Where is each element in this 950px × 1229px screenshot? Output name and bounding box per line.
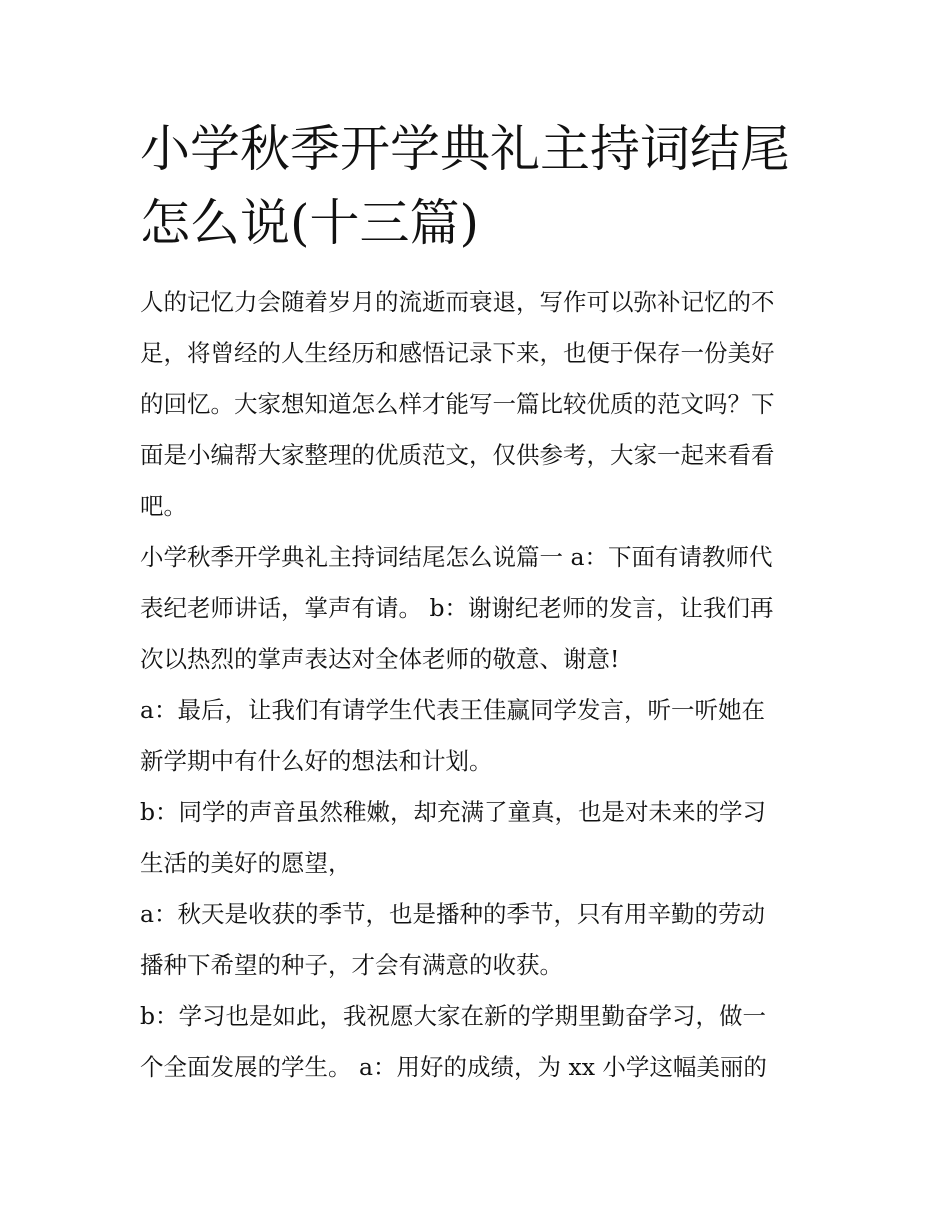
text-line: 面是小编帮大家整理的优质范文，仅供参考，大家一起来看看: [140, 441, 775, 469]
text-line: 表纪老师讲话，掌声有请。 b：谢谢纪老师的发言，让我们再: [140, 594, 774, 622]
dialogue-paragraph: [140, 787, 815, 889]
text-line: 新学期中有什么好的想法和计划。: [140, 747, 493, 775]
text-line: 次以热烈的掌声表达对全体老师的敬意、谢意!: [140, 645, 620, 673]
text-line: 生活的美好的愿望，: [140, 849, 352, 877]
text-line: a：秋天是收获的季节，也是播种的季节，只有用辛勤的劳动: [140, 900, 766, 928]
section-one-paragraph: [140, 532, 815, 685]
intro-paragraph: [140, 277, 815, 532]
document-title: [140, 112, 815, 260]
title-line-2: 怎么说(十三篇): [140, 194, 480, 252]
text-line: 人的记忆力会随着岁月的流逝而衰退，写作可以弥补记忆的不: [140, 288, 775, 316]
text-line: 吧。: [140, 492, 187, 520]
text-line: 的回忆。大家想知道怎么样才能写一篇比较优质的范文吗？下: [140, 390, 775, 418]
dialogue-paragraph: [140, 991, 815, 1093]
title-line-1: 小学秋季开学典礼主持词结尾: [140, 120, 790, 178]
text-line: 小学秋季开学典礼主持词结尾怎么说篇一 a：下面有请教师代: [140, 543, 773, 571]
text-line: a：最后，让我们有请学生代表王佳赢同学发言，听一听她在: [140, 696, 766, 724]
document-body: [140, 277, 815, 1093]
dialogue-paragraph: [140, 685, 815, 787]
text-line: 足，将曾经的人生经历和感悟记录下来，也便于保存一份美好: [140, 339, 775, 367]
text-line: b：同学的声音虽然稚嫩，却充满了童真，也是对未来的学习: [140, 798, 767, 826]
text-line: 个全面发展的学生。 a：用好的成绩，为 xx 小学这幅美丽的: [140, 1053, 767, 1081]
dialogue-paragraph: [140, 889, 815, 991]
text-line: 播种下希望的种子，才会有满意的收获。: [140, 951, 563, 979]
text-line: b：学习也是如此，我祝愿大家在新的学期里勤奋学习，做一: [140, 1002, 767, 1030]
